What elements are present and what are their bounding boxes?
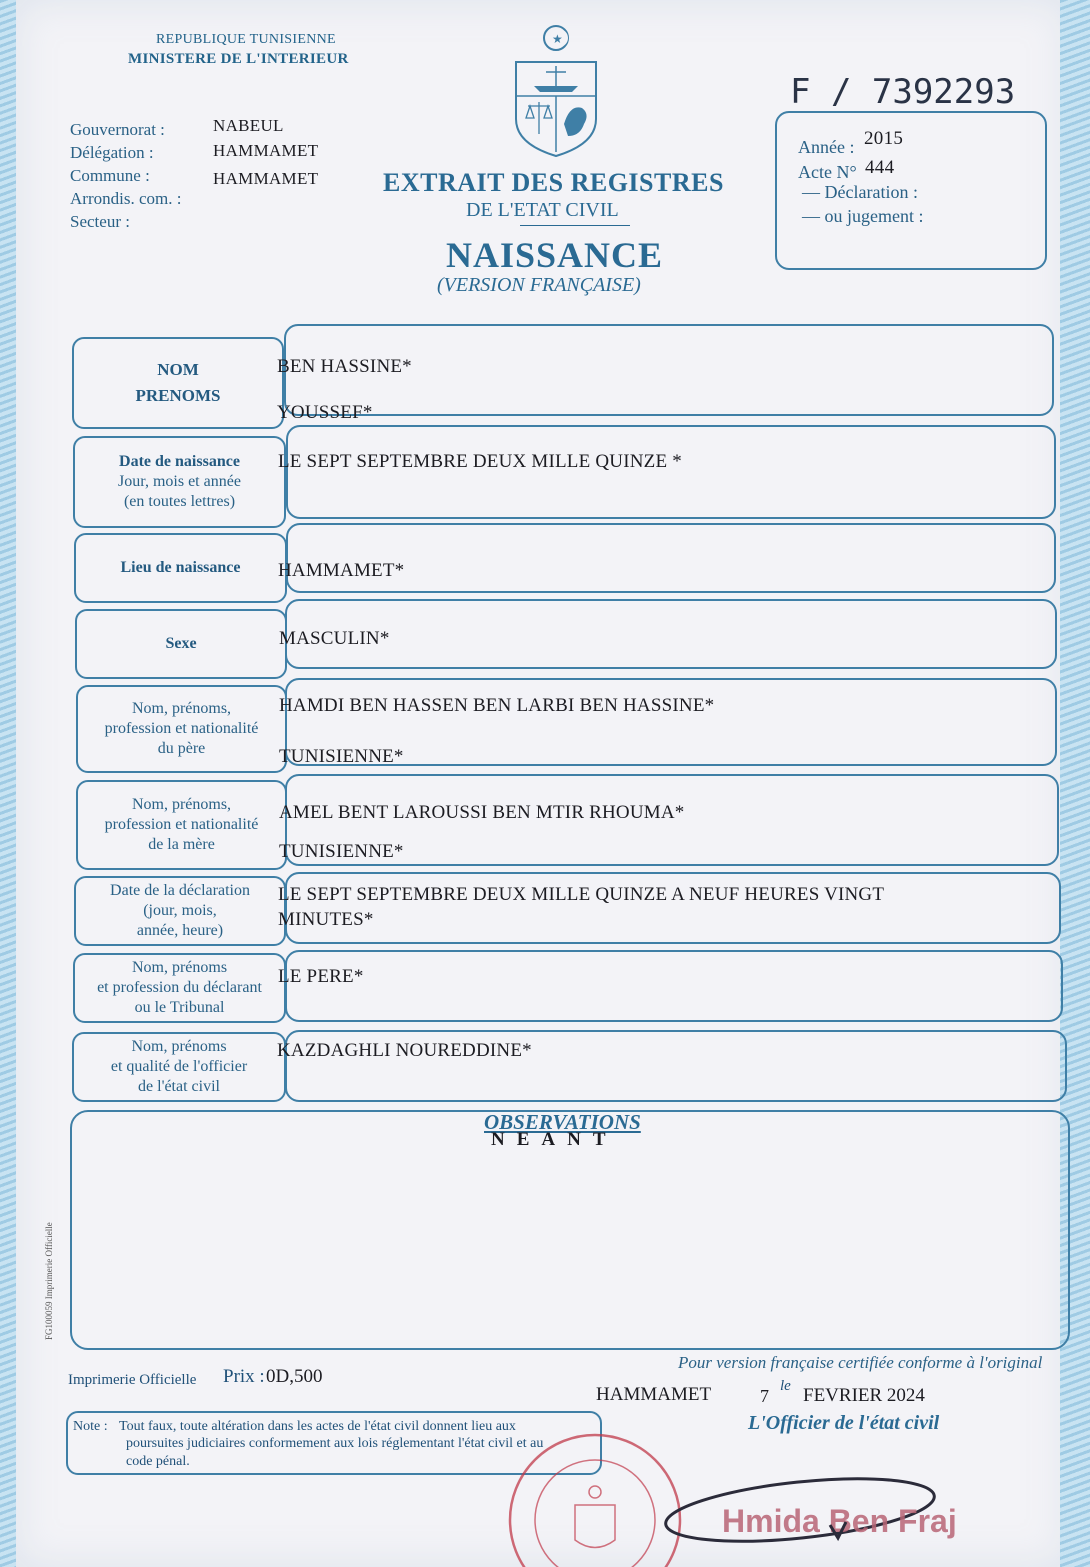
note-label: Note : xyxy=(73,1419,108,1434)
note-text-3: code pénal. xyxy=(126,1454,190,1469)
declaration-label-3: année, heure) xyxy=(136,922,224,939)
certified-statement: Pour version française certifiée conforme à l'original xyxy=(678,1353,1043,1372)
printer-code: FG100059 Imprimerie Officielle xyxy=(44,1222,54,1340)
officier-label-1: Nom, prénoms xyxy=(131,1038,227,1055)
declaration-label-2: (jour, mois, xyxy=(143,902,217,919)
acte-number-label: Acte N° xyxy=(798,162,857,182)
delegation-label: Délégation : xyxy=(70,143,154,162)
commune-label: Commune : xyxy=(70,166,150,185)
version-label: (VERSION FRANÇAISE) xyxy=(437,274,641,296)
lieu-label: Lieu de naissance xyxy=(120,559,241,576)
officier-label-2: et qualité de l'officier xyxy=(110,1058,248,1075)
declarant-value-box xyxy=(285,950,1063,1022)
officer-title: L'Officier de l'état civil xyxy=(748,1412,940,1434)
arrondissement-label: Arrondis. com. : xyxy=(70,189,182,208)
republic-heading: REPUBLIQUE TUNISIENNE xyxy=(156,32,336,47)
nom-value: BEN HASSINE* xyxy=(277,356,412,377)
declaration-type-label: — Déclaration : xyxy=(802,182,918,202)
declarant-label-1: Nom, prénoms xyxy=(131,959,228,976)
gouvernorat-label: Gouvernorat : xyxy=(70,120,165,139)
mere-label-box xyxy=(76,780,287,870)
commune-value: HAMMAMET xyxy=(213,169,319,188)
prenoms-label: PRENOMS xyxy=(135,386,221,405)
sexe-label: Sexe xyxy=(165,635,197,652)
lieu-value-box xyxy=(286,523,1056,593)
document-subtitle: DE L'ETAT CIVIL xyxy=(466,199,619,221)
date-naissance-sublabel: Jour, mois et année xyxy=(118,473,241,490)
lieu-label-box xyxy=(74,533,287,603)
officier-label-box xyxy=(72,1032,286,1102)
annee-label: Année : xyxy=(798,137,855,157)
declaration-label-box xyxy=(74,876,286,946)
mere-label-2: profession et nationalité xyxy=(104,816,259,833)
declarant-label-3: ou le Tribunal xyxy=(134,999,225,1016)
pere-label-2: profession et nationalité xyxy=(104,720,259,737)
observations-title: OBSERVATIONS xyxy=(484,1110,641,1134)
pere-nationalite-value: TUNISIENNE* xyxy=(279,746,404,767)
mere-label-1: Nom, prénoms, xyxy=(131,796,232,813)
prenoms-value: YOUSSEF* xyxy=(277,402,373,423)
date-naissance-value: LE SEPT SEPTEMBRE DEUX MILLE QUINZE * xyxy=(278,451,682,472)
secteur-label: Secteur : xyxy=(70,212,130,231)
prix-label: Prix : xyxy=(223,1366,265,1387)
pere-label-3: du père xyxy=(157,740,206,757)
naissance-title: NAISSANCE xyxy=(446,235,664,275)
observations-value: NEANT xyxy=(491,1129,618,1150)
document-title: EXTRAIT DES REGISTRES xyxy=(383,168,724,197)
nom-label: NOM xyxy=(157,360,199,379)
svg-text:★: ★ xyxy=(552,32,563,46)
sexe-label-box xyxy=(75,609,287,679)
svg-text:Hmida Ben Fraj: Hmida Ben Fraj xyxy=(722,1503,957,1539)
issue-day-suffix: le xyxy=(780,1378,791,1394)
coat-of-arms-icon xyxy=(510,24,602,159)
sexe-value-box xyxy=(285,599,1057,669)
date-naissance-label-box xyxy=(73,436,286,528)
signature-icon xyxy=(660,1470,1000,1550)
note-text-1: Tout faux, toute altération dans les actes de l'état civil donnent lieu aux xyxy=(119,1419,516,1434)
annee-value: 2015 xyxy=(864,128,904,149)
declaration-value-box xyxy=(285,872,1061,944)
lieu-value: HAMMAMET* xyxy=(278,560,405,581)
issue-day: 7 xyxy=(760,1386,769,1406)
gouvernorat-value: NABEUL xyxy=(213,116,284,135)
sexe-value: MASCULIN* xyxy=(279,628,390,649)
declarant-value: LE PERE* xyxy=(278,966,364,987)
title-divider xyxy=(520,225,630,226)
pere-label-box xyxy=(76,685,287,773)
declaration-label-1: Date de la déclaration xyxy=(110,882,250,899)
declaration-value: LE SEPT SEPTEMBRE DEUX MILLE QUINZE A NEUF HEURES VINGT xyxy=(278,884,885,905)
jugement-type-label: — ou jugement : xyxy=(802,206,924,226)
prix-value: 0D,500 xyxy=(266,1366,323,1387)
officier-value: KAZDAGHLI NOUREDDINE* xyxy=(277,1040,532,1061)
mere-label-3: de la mère xyxy=(148,836,215,853)
ministry-heading: MINISTERE DE L'INTERIEUR xyxy=(128,51,349,67)
official-stamp-icon xyxy=(505,1420,685,1567)
declarant-label-box xyxy=(73,953,286,1023)
declarant-label-2: et profession du déclarant xyxy=(97,979,262,996)
mere-value: AMEL BENT LAROUSSI BEN MTIR RHOUMA* xyxy=(279,802,685,823)
nom-label-box xyxy=(72,337,284,429)
date-naissance-label: Date de naissance xyxy=(119,453,240,470)
mere-nationalite-value: TUNISIENNE* xyxy=(279,841,404,862)
imprimerie-label: Imprimerie Officielle xyxy=(68,1372,197,1388)
pere-value: HAMDI BEN HASSEN BEN LARBI BEN HASSINE* xyxy=(279,695,715,716)
date-naissance-sublabel-2: (en toutes lettres) xyxy=(123,493,236,510)
issue-date: FEVRIER 2024 xyxy=(803,1385,925,1406)
acte-number-value: 444 xyxy=(865,157,895,178)
note-text-2: poursuites judiciaires conformement aux lois réglementant l'état civil et au xyxy=(126,1436,544,1451)
issue-place: HAMMAMET xyxy=(596,1384,712,1405)
pere-label-1: Nom, prénoms, xyxy=(131,700,232,717)
officier-label-3: de l'état civil xyxy=(138,1078,220,1095)
declaration-value-2: MINUTES* xyxy=(278,909,374,930)
delegation-value: HAMMAMET xyxy=(213,141,319,160)
serial-number: F / 7392293 xyxy=(790,72,1016,112)
